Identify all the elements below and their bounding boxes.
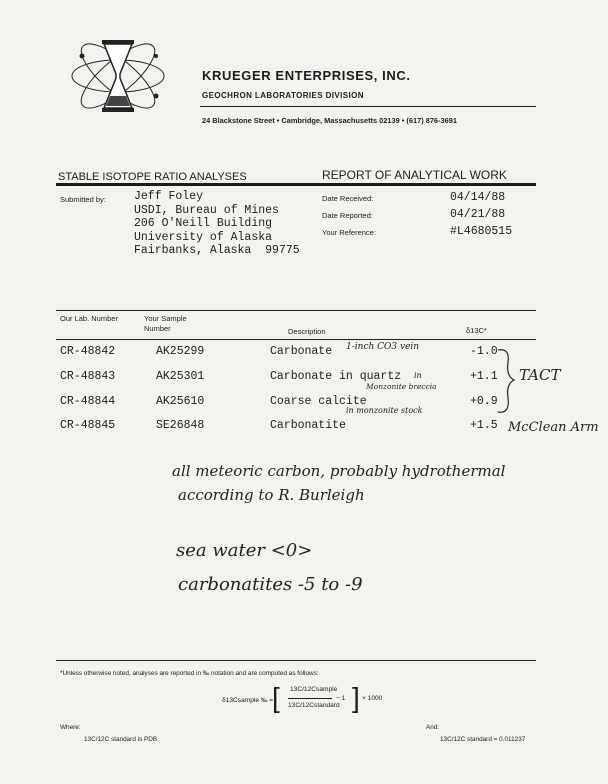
table-header-rule xyxy=(56,339,536,340)
submitter-line: University of Alaska xyxy=(134,230,273,244)
description: Carbonatite xyxy=(270,419,346,432)
company-name: KRUEGER ENTERPRISES, INC. xyxy=(202,68,411,83)
description: Coarse calcite xyxy=(270,395,367,408)
handwritten-note: Monzonite breccia xyxy=(366,382,437,391)
title-rule xyxy=(56,183,536,186)
lab-number: CR-48845 xyxy=(60,419,116,432)
date-reported-value: 04/21/88 xyxy=(450,208,506,221)
handwritten-line: sea water <0> xyxy=(176,540,313,561)
formula-times: × 1000 xyxy=(362,695,383,702)
and-label: And: xyxy=(426,724,440,731)
report-right-title: REPORT OF ANALYTICAL WORK xyxy=(322,168,507,182)
handwritten-side-note: McClean Arm xyxy=(508,420,599,435)
handwritten-line: according to R. Burleigh xyxy=(178,486,365,504)
handwritten-line: carbonatites -5 to -9 xyxy=(178,574,363,595)
delta-value: +1.1 xyxy=(470,370,498,383)
reference-label: Your Reference: xyxy=(322,228,376,237)
handwritten-bracket xyxy=(496,346,520,418)
formula-numerator: 13C/12Csample xyxy=(290,686,338,693)
header-divider xyxy=(200,106,536,107)
lab-number: CR-48842 xyxy=(60,345,116,358)
company-address: 24 Blackstone Street • Cambridge, Massachusetts 02139 • (617) 876-3691 xyxy=(202,116,457,125)
formula-denominator: 13C/12Cstandard xyxy=(288,702,340,709)
formula-bracket-left: [ xyxy=(272,682,280,713)
sample-number: SE26848 xyxy=(156,419,205,432)
delta-value: -1.0 xyxy=(470,345,498,358)
sample-number: AK25610 xyxy=(156,395,205,408)
company-logo xyxy=(66,34,170,118)
handwritten-note: in monzonite stock xyxy=(346,406,423,415)
delta-value: +1.5 xyxy=(470,419,498,432)
submitter-line: USDI, Bureau of Mines xyxy=(134,203,279,217)
formula-bracket-right: ] xyxy=(352,682,360,713)
delta-value: +0.9 xyxy=(470,395,498,408)
header-description: Description xyxy=(288,327,326,336)
handwritten-note: 1-inch CO3 vein xyxy=(346,342,420,352)
footnote-intro: *Unless otherwise noted, analyses are reported in ‰ notation and are computed as follows: xyxy=(60,670,319,677)
lab-number: CR-48844 xyxy=(60,395,116,408)
formula-lhs: δ13Csample ‰ = xyxy=(222,697,274,704)
formula-minus: − 1 xyxy=(336,695,346,702)
company-division: GEOCHRON LABORATORIES DIVISION xyxy=(202,91,364,100)
formula-fraction-bar xyxy=(288,698,332,699)
where-text: 13C/12C standard is PDB xyxy=(84,736,158,743)
table-top-rule xyxy=(56,310,536,311)
and-text: 13C/12C standard = 0.011237 xyxy=(440,736,526,743)
handwritten-bracket-label: TACT xyxy=(519,366,561,384)
header-lab-number: Our Lab. Number xyxy=(60,314,118,323)
description: Carbonate in quartz xyxy=(270,370,402,383)
submitter-line: 206 O'Neill Building xyxy=(134,217,273,230)
formula xyxy=(0,682,608,722)
date-reported-label: Date Reported: xyxy=(322,211,373,220)
submitter-line: Jeff Foley xyxy=(134,190,204,203)
footnote-rule xyxy=(56,660,536,661)
description: Carbonate xyxy=(270,345,333,358)
sample-number: AK25301 xyxy=(156,370,205,383)
lab-number: CR-48843 xyxy=(60,370,116,383)
submitted-by-label: Submitted by: xyxy=(60,195,106,204)
date-received-label: Date Received: xyxy=(322,194,374,203)
submitter-block xyxy=(134,190,300,258)
handwritten-note: in xyxy=(414,371,422,380)
header-delta: δ13C* xyxy=(466,326,487,335)
header-sample-number: Your Sample Number xyxy=(144,314,187,333)
report-left-title: STABLE ISOTOPE RATIO ANALYSES xyxy=(58,171,247,183)
where-label: Where: xyxy=(60,724,81,731)
submitter-line: Fairbanks, Alaska 99775 xyxy=(134,244,300,257)
sample-number: AK25299 xyxy=(156,345,205,358)
handwritten-line: all meteoric carbon, probably hydrothermal xyxy=(172,462,506,480)
date-received-value: 04/14/88 xyxy=(450,191,506,204)
reference-value: #L4680515 xyxy=(450,225,513,238)
